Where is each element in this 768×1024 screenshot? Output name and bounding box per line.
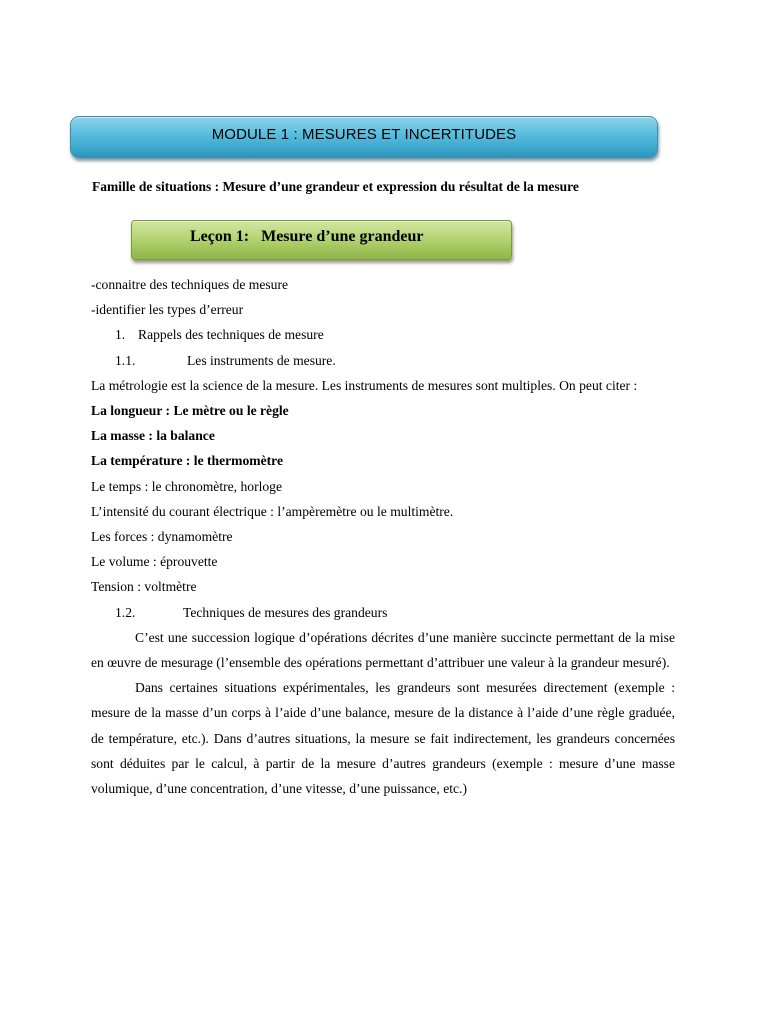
instrument-item: L’intensité du courant électrique : l’ampèremètre ou le multimètre. [91,503,454,519]
lesson-title: Leçon 1: Mesure d’une grandeur [190,228,424,245]
section-number: 1.2. [115,604,136,620]
instrument-item: Les forces : dynamomètre [91,529,233,545]
family-of-situations: Famille de situations : Mesure d’une grandeur et expression du résultat de la mesure [92,179,579,194]
objective-item: -connaitre des techniques de mesure [91,277,289,292]
instrument-item: Tension : voltmètre [91,579,197,595]
intro-paragraph: La métrologie est la science de la mesure. Les instruments de mesures sont multiples. On peut citer : [91,377,638,393]
section-title: Les instruments de mesure. [187,352,336,368]
section-heading-1 [91,322,675,347]
section-heading-1-1 [91,348,675,373]
instrument-item-bold: La température : le thermomètre [91,453,283,469]
paragraph-2: Dans certaines situations expérimentales, les grandeurs sont mesurées directement (exemple : mesure de la masse d’un corps à l’aide d’une balance, mesure de la distance à l’aide d’une règle graduée, de température, etc.). Dans d’autres situations, la mesure se fait indirectement, les grandeurs concernées sont déduites par le calcul, à partir de la mesure d’autres grandeurs (exemple : mesure d’une masse volumique, d’une concentration, d’une vitesse, d’une puissance, etc.) [91,680,675,797]
instrument-item: Le volume : éprouvette [91,554,218,570]
paragraph-1: C’est une succession logique d’opérations décrites d’une manière succincte permettant de la mise en œuvre de mesurage (l’ensemble des opérations permettant d’attribuer une valeur à la grandeur mesuré). [91,629,675,671]
document-body [91,272,675,801]
module-title: MODULE 1 : MESURES ET INCERTITUDES [211,125,517,143]
module-title-banner [70,116,658,158]
instrument-item-bold: La masse : la balance [91,428,215,444]
instrument-item: Le temps : le chronomètre, horloge [91,478,283,494]
instrument-item-bold: La longueur : Le mètre ou le règle [91,403,289,419]
section-number: 1.1. [115,352,136,368]
section-title: Rappels des techniques de mesure [138,327,324,343]
section-heading-1-2 [91,600,675,625]
section-title: Techniques de mesures des grandeurs [183,604,388,620]
lesson-title-banner [131,220,512,260]
section-number: 1. [115,327,126,343]
objective-item: -identifier les types d’erreur [91,302,244,318]
